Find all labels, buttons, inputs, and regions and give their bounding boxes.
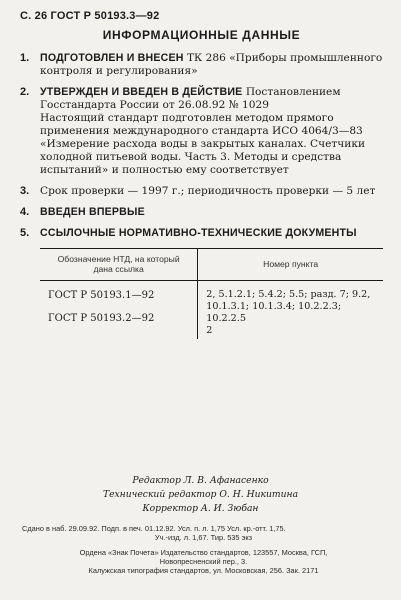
info-item-1 xyxy=(20,52,383,78)
item-number: 3. xyxy=(20,185,30,198)
item-text xyxy=(40,185,383,198)
item-text xyxy=(40,86,383,177)
table-header-row xyxy=(40,249,383,281)
item-number: 4. xyxy=(20,206,30,219)
table-header-points: Номер пункта xyxy=(198,249,383,281)
references-table xyxy=(40,248,383,339)
item-body: ТК 286 «Приборы промышленного контроля и регулирования» xyxy=(40,52,383,78)
footer-order: Ордена «Знак Почета» Издательство стандартов, 123557, Москва, ГСП, xyxy=(79,548,328,558)
imprint-footer xyxy=(22,524,385,575)
credit-editor: Редактор Л. В. Афанасенко xyxy=(132,475,269,486)
footer-publisher xyxy=(22,548,385,575)
credit-corrector: Корректор А. И. Зюбан xyxy=(142,502,259,514)
item-text xyxy=(40,227,383,240)
item-lead: УТВЕРЖДЕН И ВВЕДЕН В ДЕЙСТВИЕ xyxy=(40,86,243,99)
footer-meta-line: Уч.-изд. л. 1,67. Тир. 535 экз xyxy=(154,533,253,543)
info-item-4 xyxy=(20,206,383,219)
page-header xyxy=(20,10,383,22)
item-body: Срок проверки — 1997 г.; периодичность проверки — 5 лет xyxy=(40,185,376,198)
item-body: Постановлением Госстандарта России от 26.08.92 № 1029 xyxy=(40,86,341,112)
page-reference: С. 26 ГОСТ Р 50193.3—92 xyxy=(20,10,160,22)
credit-tech-editor: Технический редактор О. Н. Никитина xyxy=(102,488,299,500)
item-number: 1. xyxy=(20,52,30,64)
table-cell-docs xyxy=(40,281,198,339)
footer-meta xyxy=(22,524,385,542)
item-text xyxy=(40,52,383,78)
item-lead: ВВЕДЕН ВПЕРВЫЕ xyxy=(40,206,145,219)
table-points: 2 xyxy=(206,325,213,337)
table-doc: ГОСТ Р 50193.2—92 xyxy=(48,313,155,325)
table-points: 2, 5.1.2.1; 5.4.2; 5.5; разд. 7; 9.2, 10.1.3.1; 10.1.3.4; 10.2.2.3; 10.2.2.5 xyxy=(206,289,371,325)
info-item-5 xyxy=(20,227,383,240)
footer-meta-line: Сдано в наб. 29.09.92. Подп. в печ. 01.12.92. Усл. п. л. 1,75 Усл. кр.-отт. 1,75. xyxy=(22,524,286,533)
table-doc: ГОСТ Р 50193.1—92 xyxy=(48,290,155,302)
table-header-doc: Обозначение НТД, на который дана ссылка xyxy=(40,249,198,281)
table-row xyxy=(40,281,383,339)
table-cell-points xyxy=(198,281,383,339)
item-number: 5. xyxy=(20,227,30,240)
item-lead: ПОДГОТОВЛЕН И ВНЕСЕН xyxy=(40,52,184,64)
item-paragraph: Настоящий стандарт подготовлен методом прямого применения международного стандарта ИСО 4064/3—83 «Измерение расхода воды в закрытых каналах. Счетчики холодной питьевой воды. Часть 3. Методы и средства испытаний» и полностью ему соответствует xyxy=(40,112,366,177)
section-title: ИНФОРМАЦИОННЫЕ ДАННЫЕ xyxy=(102,28,301,42)
info-item-2 xyxy=(20,86,383,177)
item-text xyxy=(40,206,383,219)
info-item-3 xyxy=(20,185,383,198)
item-number: 2. xyxy=(20,86,30,99)
item-lead: ССЫЛОЧНЫЕ НОРМАТИВНО-ТЕХНИЧЕСКИЕ ДОКУМЕНТЫ xyxy=(40,227,357,240)
credits xyxy=(0,474,401,515)
footer-printing: Калужская типография стандартов, ул. Московская, 256. Зак. 2171 xyxy=(88,566,319,576)
references-table-wrap xyxy=(40,248,383,339)
footer-address: Новопресненский пер., 3. xyxy=(159,557,248,567)
